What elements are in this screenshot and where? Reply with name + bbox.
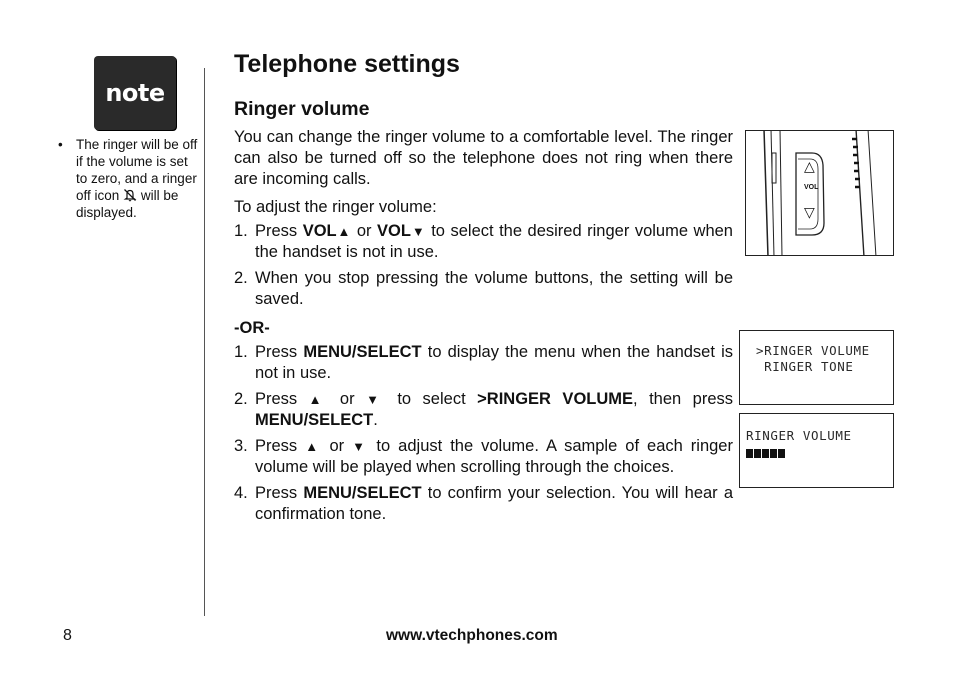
lcd-line: >RINGER VOLUME	[756, 343, 870, 358]
instructions-lead: To adjust the ringer volume:	[234, 198, 437, 216]
ringer-off-icon	[123, 188, 137, 202]
step-text: When you stop pressing the volume buttons, the setting will be saved.	[255, 269, 733, 308]
volume-bar	[762, 449, 769, 458]
list-item	[234, 389, 733, 431]
list-item	[234, 221, 733, 263]
ringer-volume-option: >RINGER VOLUME	[477, 390, 634, 408]
step-text: to confirm your selection. You will hear a confirmation tone.	[255, 484, 733, 523]
down-triangle-icon: ▼	[366, 392, 386, 407]
step-number: 1.	[234, 222, 248, 240]
down-triangle-icon: ▼	[410, 224, 426, 239]
vol-label: VOL	[804, 184, 819, 191]
volume-bar	[778, 449, 785, 458]
step-number: 1.	[234, 343, 248, 361]
vol-down-key: VOL▼	[377, 222, 426, 240]
lcd-screen-menu	[739, 330, 894, 405]
step-text: Press	[255, 437, 298, 455]
step-number: 3.	[234, 437, 248, 455]
step-text: Press	[255, 390, 298, 408]
list-item	[234, 268, 733, 310]
or-separator: -OR-	[234, 319, 270, 337]
steps-list-menu	[234, 342, 733, 530]
note-text-b: will be displayed.	[76, 188, 179, 220]
vol-down-icon: ▽	[804, 204, 815, 220]
volume-bar	[770, 449, 777, 458]
intro-paragraph: You can change the ringer volume to a comfortable level. The ringer can also be turned off so the telephone does not ring when there are incoming calls.	[234, 128, 733, 188]
up-triangle-icon: ▲	[308, 392, 329, 407]
footer-url: www.vtechphones.com	[386, 627, 558, 644]
vol-up-icon: △	[804, 158, 815, 174]
handset-illustration	[745, 130, 894, 256]
step-text: to select	[397, 390, 466, 408]
section-heading: Ringer volume	[234, 98, 370, 120]
step-text: Press	[255, 343, 298, 361]
volume-bar	[754, 449, 761, 458]
lcd-line: RINGER TONE	[756, 359, 854, 374]
menu-select-key: MENU/SELECT	[303, 484, 422, 502]
step-text: .	[373, 411, 378, 429]
up-triangle-icon: ▲	[305, 439, 322, 454]
list-item	[234, 436, 733, 478]
lcd-screen-volume	[739, 413, 894, 488]
list-item	[234, 483, 733, 525]
menu-select-key: MENU/SELECT	[255, 411, 374, 429]
step-number: 4.	[234, 484, 248, 502]
menu-select-key: MENU/SELECT	[303, 343, 422, 361]
lcd-line: RINGER VOLUME	[746, 428, 852, 443]
volume-bar	[746, 449, 753, 458]
page-number: 8	[63, 627, 72, 644]
step-text: or	[329, 437, 345, 455]
volume-level-bars	[746, 449, 785, 458]
note-text	[76, 136, 198, 221]
step-text: to select the desired ringer volume when the handset is not in use.	[255, 222, 733, 261]
step-text: to display the menu when the handset is not in use.	[255, 343, 733, 382]
step-number: 2.	[234, 390, 248, 408]
list-item	[234, 342, 733, 384]
note-badge: note	[94, 56, 176, 130]
step-text: Press	[255, 222, 298, 240]
step-text: Press	[255, 484, 298, 502]
handset-side-drawing	[746, 131, 893, 255]
column-divider	[204, 68, 205, 616]
step-number: 2.	[234, 269, 248, 287]
vol-up-key: VOL▲	[302, 222, 352, 240]
step-text: or	[356, 222, 372, 240]
note-bullet: •	[58, 137, 63, 152]
steps-list-vol	[234, 221, 733, 315]
step-text: to adjust the volume. A sample of each ringer volume will be played when scrolling through the choices.	[255, 437, 733, 476]
down-triangle-icon: ▼	[352, 439, 369, 454]
up-triangle-icon: ▲	[336, 224, 352, 239]
sidebar-note	[58, 136, 198, 221]
page-title: Telephone settings	[234, 50, 460, 78]
step-text: or	[339, 390, 355, 408]
step-text: , then press	[633, 390, 734, 408]
note-text-a: The ringer will be off if the volume is set to zero, and a ringer off icon	[76, 137, 198, 203]
